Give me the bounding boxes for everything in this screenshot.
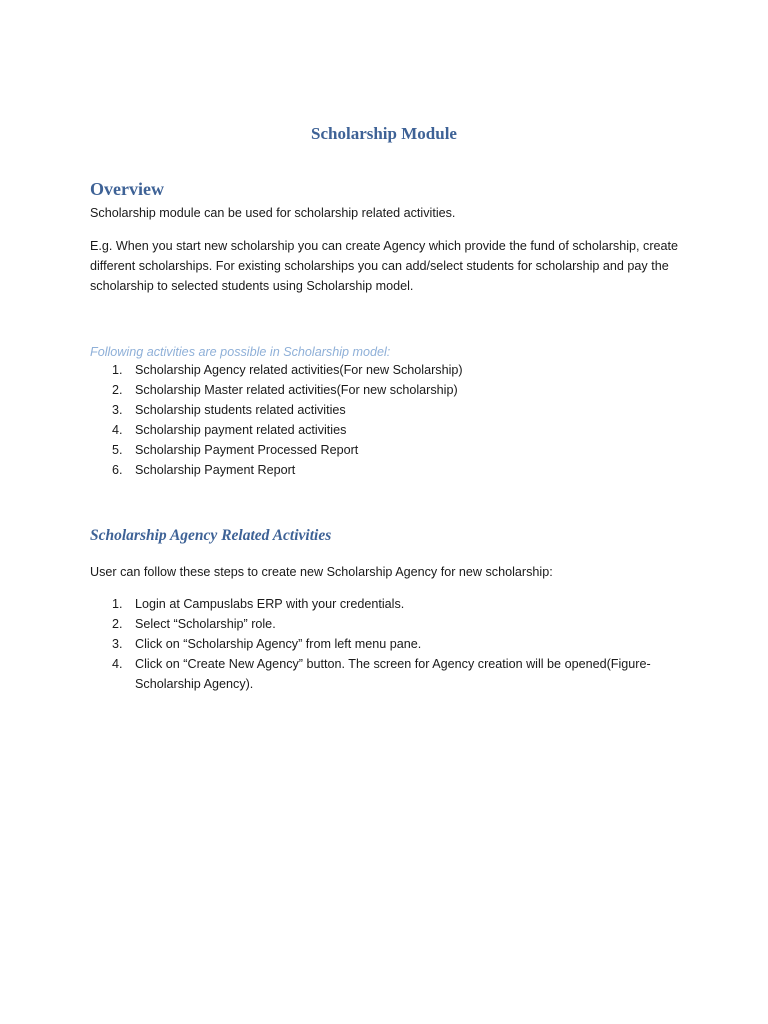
list-item-number: 6. bbox=[112, 463, 123, 477]
list-item bbox=[90, 380, 670, 400]
list-item-number: 3. bbox=[112, 637, 123, 651]
list-item-number: 4. bbox=[112, 423, 123, 437]
list-item bbox=[90, 460, 670, 480]
list-item bbox=[90, 400, 670, 420]
activities-subtitle: Following activities are possible in Scholarship model: bbox=[90, 345, 391, 359]
agency-steps-list bbox=[90, 594, 670, 694]
overview-intro-paragraph: Scholarship module can be used for scholarship related activities. bbox=[90, 206, 456, 220]
list-item-text: Scholarship Payment Report bbox=[135, 463, 296, 477]
list-item-number: 5. bbox=[112, 443, 123, 457]
activities-list bbox=[90, 360, 670, 480]
list-item-number: 1. bbox=[112, 597, 123, 611]
list-item-text: Scholarship students related activities bbox=[135, 403, 346, 417]
list-item bbox=[90, 360, 670, 380]
list-item bbox=[90, 614, 670, 634]
overview-heading: Overview bbox=[90, 179, 164, 199]
overview-example-paragraph: E.g. When you start new scholarship you can create Agency which provide the fund of scholarship, create different scholarships. For existing scholarships you can add/select students for scholarship and pay the scholarship to selected students using Scholarship model. bbox=[90, 239, 679, 293]
list-item-text: Select “Scholarship” role. bbox=[135, 617, 276, 631]
list-item bbox=[90, 654, 670, 694]
list-item-text: Scholarship Agency related activities(For new Scholarship) bbox=[135, 363, 463, 377]
document-title: Scholarship Module bbox=[311, 124, 457, 143]
list-item-number: 1. bbox=[112, 363, 123, 377]
list-item bbox=[90, 420, 670, 440]
list-item-text: Scholarship Master related activities(For new scholarship) bbox=[135, 383, 458, 397]
list-item-text: Login at Campuslabs ERP with your credentials. bbox=[135, 597, 405, 611]
list-item-number: 2. bbox=[112, 617, 123, 631]
list-item bbox=[90, 634, 670, 654]
list-item bbox=[90, 440, 670, 460]
list-item-number: 3. bbox=[112, 403, 123, 417]
agency-section-heading: Scholarship Agency Related Activities bbox=[90, 527, 332, 544]
agency-intro-paragraph: User can follow these steps to create new Scholarship Agency for new scholarship: bbox=[90, 565, 553, 579]
list-item-number: 2. bbox=[112, 383, 123, 397]
list-item-text: Click on “Scholarship Agency” from left menu pane. bbox=[135, 637, 422, 651]
list-item-text: Scholarship payment related activities bbox=[135, 423, 347, 437]
list-item-text: Click on “Create New Agency” button. The screen for Agency creation will be opened(Figure-Scholarship Agency). bbox=[135, 657, 651, 691]
list-item-number: 4. bbox=[112, 657, 123, 671]
list-item bbox=[90, 594, 670, 614]
list-item-text: Scholarship Payment Processed Report bbox=[135, 443, 359, 457]
